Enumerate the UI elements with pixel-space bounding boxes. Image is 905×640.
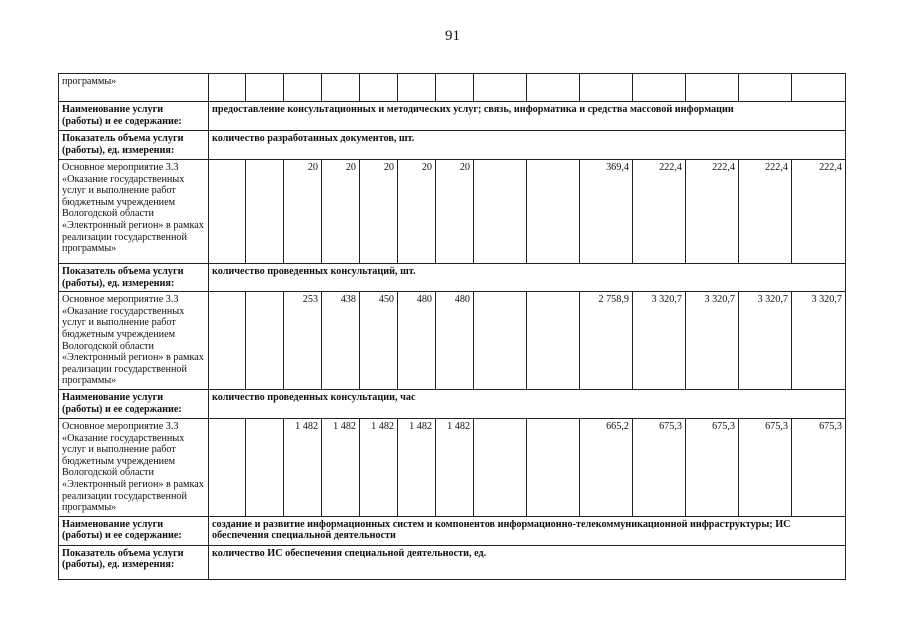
- table-cell: [436, 74, 474, 102]
- value-cell: [527, 292, 580, 390]
- service-header-row: [59, 102, 846, 131]
- row-label: Показатель объема услуги (работы), ед. измерения:: [59, 545, 209, 579]
- value-cell: 1 482: [436, 418, 474, 516]
- value-cell: [527, 160, 580, 264]
- value-cell: 2 758,9: [580, 292, 633, 390]
- row-label: Показатель объема услуги (работы), ед. измерения:: [59, 264, 209, 292]
- value-cell: 675,3: [686, 418, 739, 516]
- value-cell: 1 482: [322, 418, 360, 516]
- row-label: Основное мероприятие 3.3 «Оказание государственных услуг и выполнение работ бюджетным учреждением Вологодской области «Электронный регион» в рамках реализации государственной программы»: [59, 292, 209, 390]
- service-header-row: [59, 516, 846, 545]
- value-cell: 438: [322, 292, 360, 390]
- value-cell: 675,3: [633, 418, 686, 516]
- row-label: Наименование услуги (работы) и ее содержание:: [59, 102, 209, 131]
- value-cell: 222,4: [792, 160, 846, 264]
- value-cell: 1 482: [284, 418, 322, 516]
- value-cell: 675,3: [739, 418, 792, 516]
- value-cell: 20: [284, 160, 322, 264]
- table-cell: [284, 74, 322, 102]
- value-cell: [246, 160, 284, 264]
- row-label: Основное мероприятие 3.3 «Оказание государственных услуг и выполнение работ бюджетным учреждением Вологодской области «Электронный регион» в рамках реализации государственной программы»: [59, 160, 209, 264]
- value-cell: [209, 160, 246, 264]
- table-cell: [360, 74, 398, 102]
- continuation-row: [59, 74, 846, 102]
- table-cell: [686, 74, 739, 102]
- value-cell: 480: [398, 292, 436, 390]
- row-label: Показатель объема услуги (работы), ед. измерения:: [59, 131, 209, 160]
- value-cell: 222,4: [686, 160, 739, 264]
- table-cell: [739, 74, 792, 102]
- table-cell: [398, 74, 436, 102]
- value-cell: 20: [360, 160, 398, 264]
- service-header-row: [59, 389, 846, 418]
- data-row: [59, 292, 846, 390]
- row-content: создание и развитие информационных систем и компонентов информационно-телекоммуникационной инфраструктуры; ИС обеспечения специальной деятельности: [209, 516, 846, 545]
- data-row: [59, 418, 846, 516]
- row-label: Наименование услуги (работы) и ее содержание:: [59, 389, 209, 418]
- value-cell: 222,4: [739, 160, 792, 264]
- value-cell: 3 320,7: [633, 292, 686, 390]
- value-cell: [474, 418, 527, 516]
- value-cell: 450: [360, 292, 398, 390]
- value-cell: 3 320,7: [792, 292, 846, 390]
- table-cell: [246, 74, 284, 102]
- value-cell: [474, 160, 527, 264]
- value-cell: 1 482: [360, 418, 398, 516]
- value-cell: 20: [322, 160, 360, 264]
- indicator-header-row: [59, 131, 846, 160]
- table-cell: [209, 74, 246, 102]
- row-content: количество ИС обеспечения специальной деятельности, ед.: [209, 545, 846, 579]
- value-cell: [246, 418, 284, 516]
- value-cell: 665,2: [580, 418, 633, 516]
- value-cell: 222,4: [633, 160, 686, 264]
- value-cell: 369,4: [580, 160, 633, 264]
- value-cell: 675,3: [792, 418, 846, 516]
- row-label: Основное мероприятие 3.3 «Оказание государственных услуг и выполнение работ бюджетным учреждением Вологодской области «Электронный регион» в рамках реализации государственной программы»: [59, 418, 209, 516]
- table-cell: [580, 74, 633, 102]
- row-label: Наименование услуги (работы) и ее содержание:: [59, 516, 209, 545]
- value-cell: 20: [436, 160, 474, 264]
- table-cell: [527, 74, 580, 102]
- value-cell: [246, 292, 284, 390]
- value-cell: 253: [284, 292, 322, 390]
- continuation-label: программы»: [59, 74, 209, 102]
- row-content: предоставление консультационных и методических услуг; связь, информатика и средства массовой информации: [209, 102, 846, 131]
- table-cell: [322, 74, 360, 102]
- data-row: [59, 160, 846, 264]
- table-cell: [633, 74, 686, 102]
- row-content: количество проведенных консультации, час: [209, 389, 846, 418]
- value-cell: [474, 292, 527, 390]
- value-cell: 3 320,7: [686, 292, 739, 390]
- state-program-table: [58, 73, 846, 580]
- indicator-header-row: [59, 264, 846, 292]
- table-cell: [792, 74, 846, 102]
- value-cell: 3 320,7: [739, 292, 792, 390]
- page-number: 91: [445, 28, 460, 44]
- row-content: количество проведенных консультаций, шт.: [209, 264, 846, 292]
- value-cell: [209, 292, 246, 390]
- indicator-header-row: [59, 545, 846, 579]
- value-cell: [527, 418, 580, 516]
- value-cell: [209, 418, 246, 516]
- value-cell: 1 482: [398, 418, 436, 516]
- table-cell: [474, 74, 527, 102]
- value-cell: 20: [398, 160, 436, 264]
- row-content: количество разработанных документов, шт.: [209, 131, 846, 160]
- value-cell: 480: [436, 292, 474, 390]
